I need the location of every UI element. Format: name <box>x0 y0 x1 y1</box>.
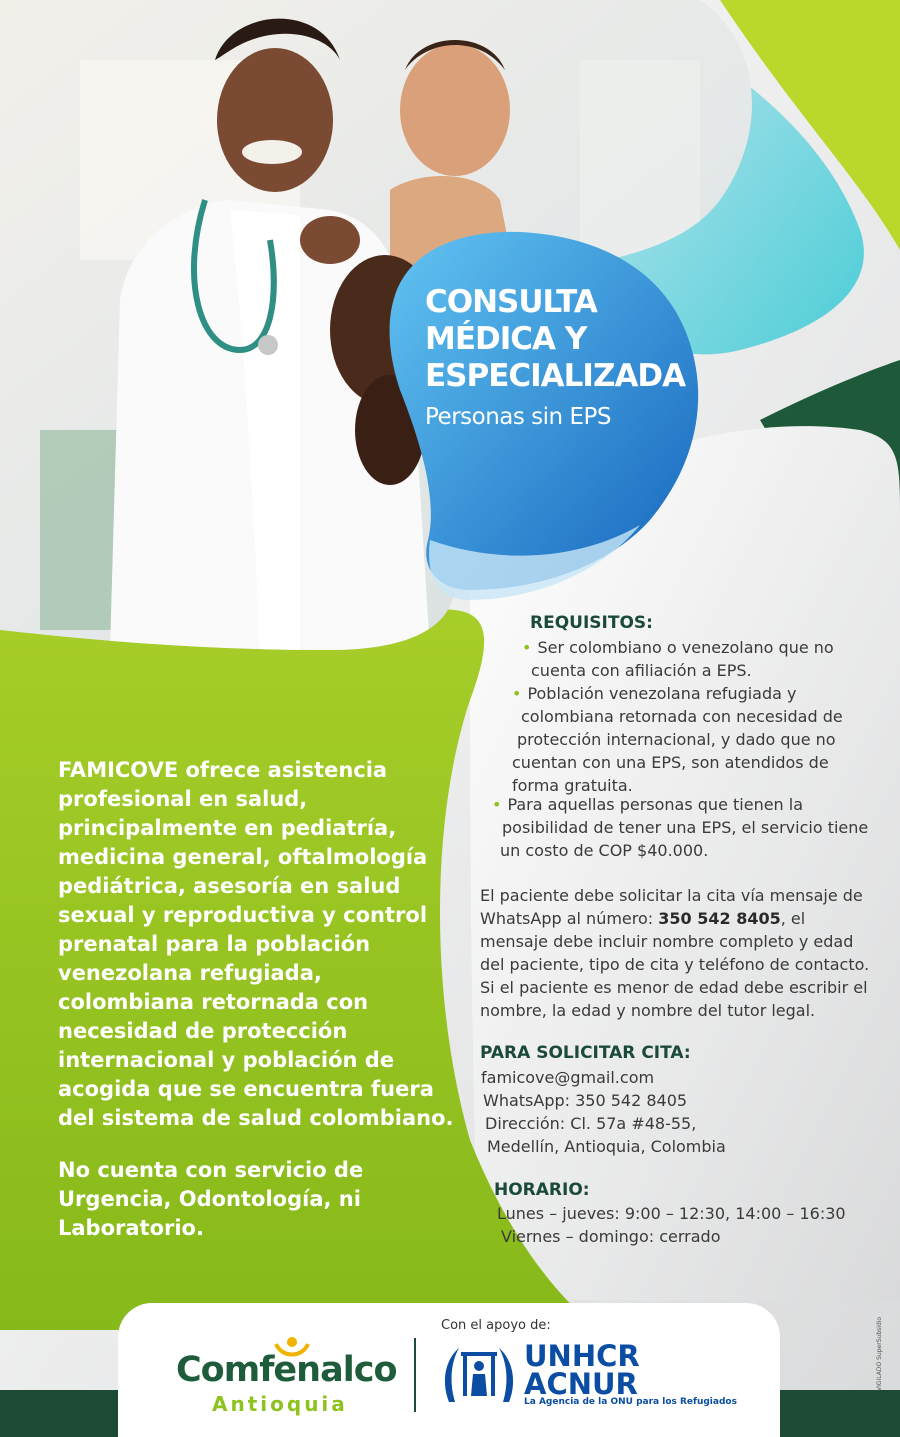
descripcion-line: prenatal para la población <box>58 932 371 956</box>
descripcion-line: profesional en salud, <box>58 787 308 811</box>
descripcion-text <box>58 756 454 1133</box>
instrucciones-line-1: El paciente debe solicitar la cita vía mensaje de <box>480 886 863 905</box>
cita-ciudad: Medellín, Antioquia, Colombia <box>487 1137 726 1156</box>
unhcr-emblem-icon <box>441 1342 517 1408</box>
unhcr-logo <box>524 1339 640 1401</box>
instrucciones-line-2 <box>480 907 869 930</box>
descripcion-line: principalmente en pediatría, <box>58 816 397 840</box>
requisito-2-line-5: forma gratuita. <box>512 776 633 795</box>
bullet-icon: • <box>522 638 532 657</box>
antioquia-logo-text: Antioquia <box>212 1392 348 1416</box>
hero-subtitle: Personas sin EPS <box>425 404 611 430</box>
requisito-2-line-2: colombiana retornada con necesidad de <box>521 707 843 726</box>
cita-direccion: Dirección: Cl. 57a #48-55, <box>485 1114 697 1133</box>
nota-line: Urgencia, Odontología, ni <box>58 1187 361 1211</box>
footer-divider <box>414 1338 416 1412</box>
hero-title-line-3: ESPECIALIZADA <box>425 358 686 394</box>
descripcion-line: FAMICOVE ofrece asistencia <box>58 758 388 782</box>
cita-details <box>481 1066 726 1158</box>
horario-weekend: Viernes – domingo: cerrado <box>501 1227 721 1246</box>
requisito-3-line-3: un costo de COP $40.000. <box>500 841 709 860</box>
unhcr-text: UNHCR <box>524 1339 640 1373</box>
requisito-3-line-1: Para aquellas personas que tienen la <box>507 795 804 814</box>
descripcion-line: acogida que se encuentra fuera <box>58 1077 434 1101</box>
bullet-icon: • <box>512 684 522 703</box>
descripcion-line: necesidad de protección <box>58 1019 348 1043</box>
requisitos-heading: REQUISITOS: <box>530 613 653 633</box>
hero-title <box>425 284 695 395</box>
instrucciones-line-3: mensaje debe incluir nombre completo y edad <box>480 932 854 951</box>
cita-whatsapp: WhatsApp: 350 542 8405 <box>483 1091 688 1110</box>
requisito-2-line-4: cuentan con una EPS, son atendidos de <box>512 753 829 772</box>
requisito-item-3 <box>492 793 868 862</box>
descripcion-line: pediátrica, asesoría en salud <box>58 874 401 898</box>
requisito-3-line-2: posibilidad de tener una EPS, el servicio tiene <box>502 818 869 837</box>
instrucciones-line-2-prefix: WhatsApp al número: <box>480 909 659 928</box>
descripcion-line: del sistema de salud colombiano. <box>58 1106 454 1130</box>
unhcr-tagline: La Agencia de la ONU para los Refugiados <box>524 1397 737 1407</box>
hero-title-line-1: CONSULTA <box>425 284 597 320</box>
nota-line: Laboratorio. <box>58 1216 204 1240</box>
servicios-nota <box>58 1156 433 1243</box>
instrucciones-line-6: nombre, la edad y nombre del tutor legal. <box>480 1001 816 1020</box>
instrucciones-line-2-suffix: , el <box>780 909 806 928</box>
descripcion-line: venezolana refugiada, <box>58 961 322 985</box>
requisito-item-2 <box>512 682 843 797</box>
vigilado-text: VIGILADO SuperSubsidio <box>876 1316 883 1391</box>
horario-weekdays: Lunes – jueves: 9:00 – 12:30, 14:00 – 16:30 <box>497 1204 846 1223</box>
vigilado-label <box>872 1300 884 1395</box>
descripcion-line: internacional y población de <box>58 1048 395 1072</box>
requisito-1-line-1: Ser colombiano o venezolano que no <box>537 638 834 657</box>
requisito-item-1 <box>522 636 834 682</box>
bullet-icon: • <box>492 795 502 814</box>
requisito-2-line-1: Población venezolana refugiada y <box>527 684 797 703</box>
descripcion-line: sexual y reproductiva y control <box>58 903 428 927</box>
instrucciones-line-5: Si el paciente es menor de edad debe escribir el <box>480 978 868 997</box>
nota-line: No cuenta con servicio de <box>58 1158 364 1182</box>
instrucciones-text <box>480 884 869 1022</box>
descripcion-line: colombiana retornada con <box>58 990 369 1014</box>
instrucciones-line-4: del paciente, tipo de cita y teléfono de contacto. <box>480 955 870 974</box>
cita-email: famicove@gmail.com <box>481 1068 655 1087</box>
descripcion-line: medicina general, oftalmología <box>58 845 428 869</box>
acnur-text: ACNUR <box>524 1367 638 1401</box>
requisito-2-line-3: protección internacional, y dado que no <box>517 730 836 749</box>
cita-heading: PARA SOLICITAR CITA: <box>480 1043 691 1063</box>
hero-title-line-2: MÉDICA Y <box>425 321 587 357</box>
comfenalco-logo: Comfenalco <box>176 1350 397 1390</box>
horario-heading: HORARIO: <box>494 1180 590 1200</box>
horario-details <box>497 1202 846 1248</box>
apoyo-label: Con el apoyo de: <box>441 1318 551 1333</box>
whatsapp-number: 350 542 8405 <box>658 909 781 928</box>
requisito-1-line-2: cuenta con afiliación a EPS. <box>531 661 752 680</box>
